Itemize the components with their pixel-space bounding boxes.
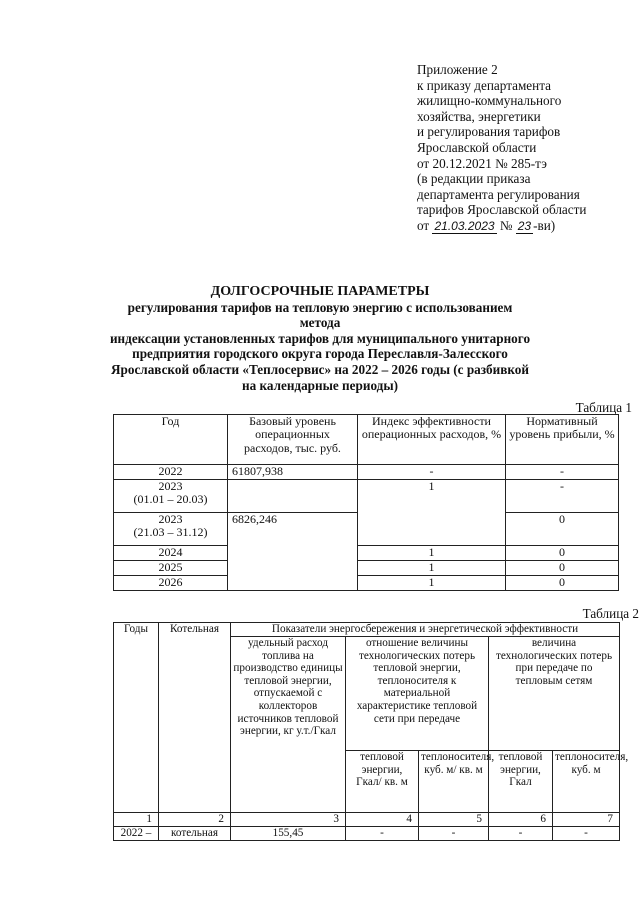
fuel-cell: 155,45	[231, 827, 346, 841]
boiler-cell: котельная	[159, 827, 231, 841]
annex-line: Приложение 2	[417, 62, 498, 77]
loss-carrier-cell: -	[553, 827, 620, 841]
table2	[113, 622, 629, 841]
table2-header-loss-carrier: теплоносителя, куб. м	[553, 751, 620, 813]
annex-line: (в редакции приказа	[417, 171, 531, 187]
profit-cell: 0	[506, 513, 619, 546]
annex-line: хозяйства, энергетики	[417, 108, 541, 124]
index-cell: 1	[358, 561, 506, 576]
table2-header-row	[114, 623, 620, 637]
table2-header-years: Годы	[114, 623, 159, 813]
column-number: 1	[114, 813, 159, 827]
profit-cell: 0	[506, 546, 619, 561]
annex-block	[417, 62, 637, 235]
year-period: (21.03 – 31.12)	[133, 525, 208, 540]
table1-header-year: Год	[114, 415, 228, 465]
document-title	[108, 284, 532, 393]
column-number: 7	[553, 813, 620, 827]
year-value: 2023	[158, 479, 183, 493]
table2-header-loss-heat: тепловой энергии, Гкал	[489, 751, 553, 813]
index-cell: 1	[358, 480, 506, 546]
table-row	[114, 827, 620, 841]
table1-header-row	[114, 415, 619, 465]
index-cell: 1	[358, 576, 506, 591]
annex-line: и регулирования тарифов	[417, 124, 561, 140]
title-line: регулирования тарифов на тепловую энергию с использованием метода	[127, 299, 513, 331]
profit-cell: -	[506, 480, 619, 513]
year-cell: 2022 –	[114, 827, 159, 841]
table2-header-losses: величина технологических потерь при передаче по тепловым сетям	[489, 637, 620, 751]
annex-amendment-line	[417, 218, 637, 235]
column-number: 4	[346, 813, 419, 827]
year-cell: 2024	[114, 546, 228, 561]
annex-line: к приказу департамента	[417, 77, 551, 93]
ratio-carrier-cell: -	[419, 827, 489, 841]
year-cell	[114, 513, 228, 546]
title-line: предприятия городского округа города Переславля-Залесского	[132, 346, 508, 362]
number-suffix: -ви)	[533, 217, 556, 233]
profit-cell: 0	[506, 576, 619, 591]
title-main: ДОЛГОСРОЧНЫЕ ПАРАМЕТРЫ	[210, 284, 430, 299]
table1-header-base: Базовый уровень операционных расходов, тыс. руб.	[228, 415, 358, 465]
table2-header-ratio: отношение величины технологических потерь тепловой энергии, теплоносителя к материальной характеристике тепловой сети при передаче	[346, 637, 489, 751]
table-row	[114, 480, 619, 513]
table2-caption: Таблица 2	[582, 606, 639, 621]
base-cell-empty	[228, 480, 358, 513]
table-row	[114, 561, 619, 576]
year-period: (01.01 – 20.03)	[133, 492, 208, 507]
year-cell: 2022	[114, 465, 228, 480]
year-cell	[114, 480, 228, 513]
annex-line: от 20.12.2021 № 285-тэ	[417, 155, 547, 171]
table-row	[114, 546, 619, 561]
table2-header-ratio-heat: тепловой энергии, Гкал/ кв. м	[346, 751, 419, 813]
table1-header-profit: Нормативный уровень прибыли, %	[506, 415, 619, 465]
handwritten-date: 21.03.2023	[434, 218, 495, 233]
from-prefix: от	[417, 217, 430, 233]
annex-line: департамента регулирования	[417, 186, 580, 202]
year-value: 2023	[158, 512, 183, 526]
annex-line: Ярославской области	[417, 139, 537, 155]
table2-header-group: Показатели энергосбережения и энергетической эффективности	[231, 623, 620, 637]
column-number: 2	[159, 813, 231, 827]
column-number: 6	[489, 813, 553, 827]
ratio-heat-cell: -	[346, 827, 419, 841]
column-number: 3	[231, 813, 346, 827]
table2-number-row	[114, 813, 620, 827]
table1-header-index: Индекс эффективности операционных расходов, %	[358, 415, 506, 465]
annex-line: жилищно-коммунального	[417, 93, 562, 109]
number-prefix: №	[499, 217, 513, 233]
table1	[113, 414, 619, 591]
table2-header-ratio-carrier: теплоносителя, куб. м/ кв. м	[419, 751, 489, 813]
table-row	[114, 576, 619, 591]
handwritten-number: 23	[517, 218, 532, 233]
profit-cell: -	[506, 465, 619, 480]
table1-caption: Таблица 1	[575, 400, 632, 415]
annex-line: тарифов Ярославской области	[417, 202, 587, 218]
title-line: на календарные периоды)	[241, 377, 399, 393]
title-line: Ярославской области «Теплосервис» на 2022 – 2026 годы (с разбивкой	[111, 361, 529, 377]
title-line: индексации установленных тарифов для муниципального унитарного	[109, 330, 531, 346]
index-cell: -	[358, 465, 506, 480]
year-cell: 2026	[114, 576, 228, 591]
base-cell: 61807,938	[228, 465, 358, 480]
base-cell: 6826,246	[228, 513, 358, 591]
year-cell: 2025	[114, 561, 228, 576]
table2-header-fuel: удельный расход топлива на производство единицы тепловой энергии, отпускаемой с коллекторов источников тепловой энергии, кг у.т./Гкал	[231, 637, 346, 813]
profit-cell: 0	[506, 561, 619, 576]
table-row	[114, 465, 619, 480]
column-number: 5	[419, 813, 489, 827]
loss-heat-cell: -	[489, 827, 553, 841]
table2-header-boiler: Котельная	[159, 623, 231, 813]
index-cell: 1	[358, 546, 506, 561]
